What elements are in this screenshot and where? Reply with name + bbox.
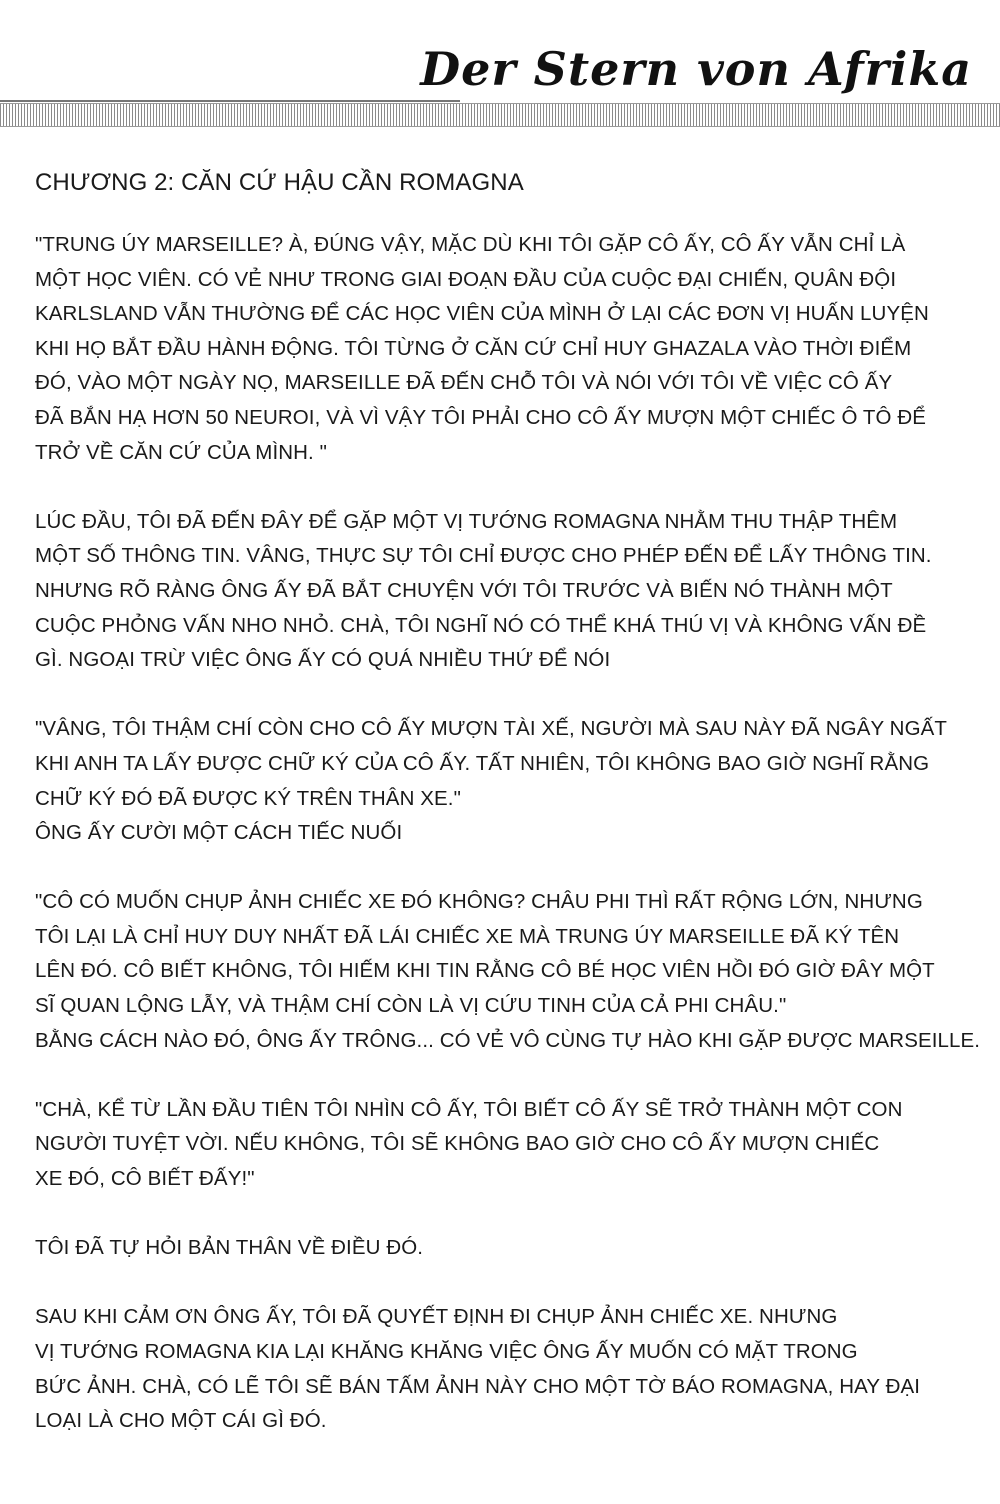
text-line: SAU KHI CẢM ƠN ÔNG ẤY, TÔI ĐÃ QUYẾT ĐỊNH ĐI CHỤP ẢNH CHIẾC XE. NHƯNG — [35, 1305, 838, 1329]
text-line: ĐÃ BẮN HẠ HƠN 50 NEUROI, VÀ VÌ VẬY TÔI PHẢI CHO CÔ ẤY MƯỢN MỘT CHIẾC Ô TÔ ĐỂ — [35, 405, 927, 429]
text-line: NHƯNG RÕ RÀNG ÔNG ẤY ĐÃ BẮT CHUYỆN VỚI TÔI TRƯỚC VÀ BIẾN NÓ THÀNH MỘT — [35, 578, 893, 602]
text-line: SĨ QUAN LỘNG LẪY, VÀ THẬM CHÍ CÒN LÀ VỊ CỨU TINH CỦA CẢ PHI CHÂU." — [35, 994, 787, 1018]
text-line: "CHÀ, KỂ TỪ LẦN ĐẦU TIÊN TÔI NHÌN CÔ ẤY, TÔI BIẾT CÔ ẤY SẼ TRỞ THÀNH MỘT CON — [35, 1097, 903, 1121]
header-rule — [0, 100, 460, 102]
text-line: CHỮ KÝ ĐÓ ĐÃ ĐƯỢC KÝ TRÊN THÂN XE." — [35, 786, 461, 810]
text-line: LÊN ĐÓ. CÔ BIẾT KHÔNG, TÔI HIẾM KHI TIN RẰNG CÔ BÉ HỌC VIÊN HỒI ĐÓ GIỜ ĐÂY MỘT — [35, 959, 935, 983]
paragraph — [35, 505, 975, 678]
paragraph — [35, 1231, 975, 1266]
text-line: BẰNG CÁCH NÀO ĐÓ, ÔNG ẤY TRÔNG... CÓ VẺ VÔ CÙNG TỰ HÀO KHI GẶP ĐƯỢC MARSEILLE. — [35, 1028, 981, 1052]
text-line: "CÔ CÓ MUỐN CHỤP ẢNH CHIẾC XE ĐÓ KHÔNG? CHÂU PHI THÌ RẤT RỘNG LỚN, NHƯNG — [35, 890, 923, 914]
text-line: TRỞ VỀ CĂN CỨ CỦA MÌNH. " — [35, 440, 328, 464]
text-line: BỨC ẢNH. CHÀ, CÓ LẼ TÔI SẼ BÁN TẤM ẢNH NÀY CHO MỘT TỜ BÁO ROMAGNA, HAY ĐẠI — [35, 1374, 921, 1398]
text-line: CUỘC PHỎNG VẤN NHO NHỎ. CHÀ, TÔI NGHĨ NÓ CÓ THỂ KHÁ THÚ VỊ VÀ KHÔNG VẤN ĐỀ — [35, 613, 927, 637]
header-title: Der Stern von Afrika — [420, 42, 972, 96]
text-line: TÔI LẠI LÀ CHỈ HUY DUY NHẤT ĐÃ LÁI CHIẾC XE MÀ TRUNG ÚY MARSEILLE ĐÃ KÝ TÊN — [35, 924, 900, 948]
text-line: TÔI ĐÃ TỰ HỎI BẢN THÂN VỀ ĐIỀU ĐÓ. — [35, 1236, 424, 1260]
chapter-title: CHƯƠNG 2: CĂN CỨ HẬU CẦN ROMAGNA — [35, 169, 524, 196]
header-hatched-band — [0, 103, 1000, 127]
text-line: VỊ TƯỚNG ROMAGNA KIA LẠI KHĂNG KHĂNG VIỆC ÔNG ẤY MUỐN CÓ MẶT TRONG — [35, 1340, 858, 1363]
text-line: LÚC ĐẦU, TÔI ĐÃ ĐẾN ĐÂY ĐỂ GẶP MỘT VỊ TƯỚNG ROMAGNA NHẰM THU THẬP THÊM — [35, 509, 898, 533]
text-line: "TRUNG ÚY MARSEILLE? À, ĐÚNG VẬY, MẶC DÙ KHI TÔI GẶP CÔ ẤY, CÔ ẤY VẪN CHỈ LÀ — [35, 233, 906, 256]
text-line: ĐÓ, VÀO MỘT NGÀY NỌ, MARSEILLE ĐÃ ĐẾN CHỖ TÔI VÀ NÓI VỚI TÔI VỀ VIỆC CÔ ẤY — [35, 371, 893, 395]
text-line: KHI HỌ BẮT ĐẦU HÀNH ĐỘNG. TÔI TỪNG Ở CĂN CỨ CHỈ HUY GHAZALA VÀO THỜI ĐIỂM — [35, 336, 912, 360]
paragraph — [35, 885, 981, 1058]
text-line: NGƯỜI TUYỆT VỜI. NẾU KHÔNG, TÔI SẼ KHÔNG BAO GIỜ CHO CÔ ẤY MƯỢN CHIẾC — [35, 1132, 880, 1156]
text-line: MỘT HỌC VIÊN. CÓ VẺ NHƯ TRONG GIAI ĐOẠN ĐẦU CỦA CUỘC ĐẠI CHIẾN, QUÂN ĐỘI — [35, 267, 897, 291]
paragraph — [35, 1093, 975, 1197]
text-line: GÌ. NGOẠI TRỪ VIỆC ÔNG ẤY CÓ QUÁ NHIỀU THỨ ĐỂ NÓI — [35, 648, 611, 672]
page-header — [0, 0, 1000, 130]
text-line: MỘT SỐ THÔNG TIN. VÂNG, THỰC SỰ TÔI CHỈ ĐƯỢC CHO PHÉP ĐẾN ĐỂ LẤY THÔNG TIN. — [35, 544, 932, 568]
text-line: XE ĐÓ, CÔ BIẾT ĐẤY!" — [35, 1167, 255, 1191]
text-line: KARLSLAND VẪN THƯỜNG ĐỂ CÁC HỌC VIÊN CỦA MÌNH Ở LẠI CÁC ĐƠN VỊ HUẤN LUYỆN — [35, 302, 929, 326]
text-line: KHI ANH TA LẤY ĐƯỢC CHỮ KÝ CỦA CÔ ẤY. TẤT NHIÊN, TÔI KHÔNG BAO GIỜ NGHĨ RẰNG — [35, 751, 930, 775]
text-line: ÔNG ẤY CƯỜI MỘT CÁCH TIẾC NUỐI — [35, 821, 403, 845]
paragraph — [35, 712, 975, 850]
text-line: "VÂNG, TÔI THẬM CHÍ CÒN CHO CÔ ẤY MƯỢN TÀI XẾ, NGƯỜI MÀ SAU NÀY ĐÃ NGÂY NGẤT — [35, 717, 948, 741]
paragraph — [35, 1300, 975, 1438]
page-content — [35, 168, 981, 1473]
paragraph — [35, 228, 975, 470]
text-line: LOẠI LÀ CHO MỘT CÁI GÌ ĐÓ. — [35, 1409, 327, 1433]
